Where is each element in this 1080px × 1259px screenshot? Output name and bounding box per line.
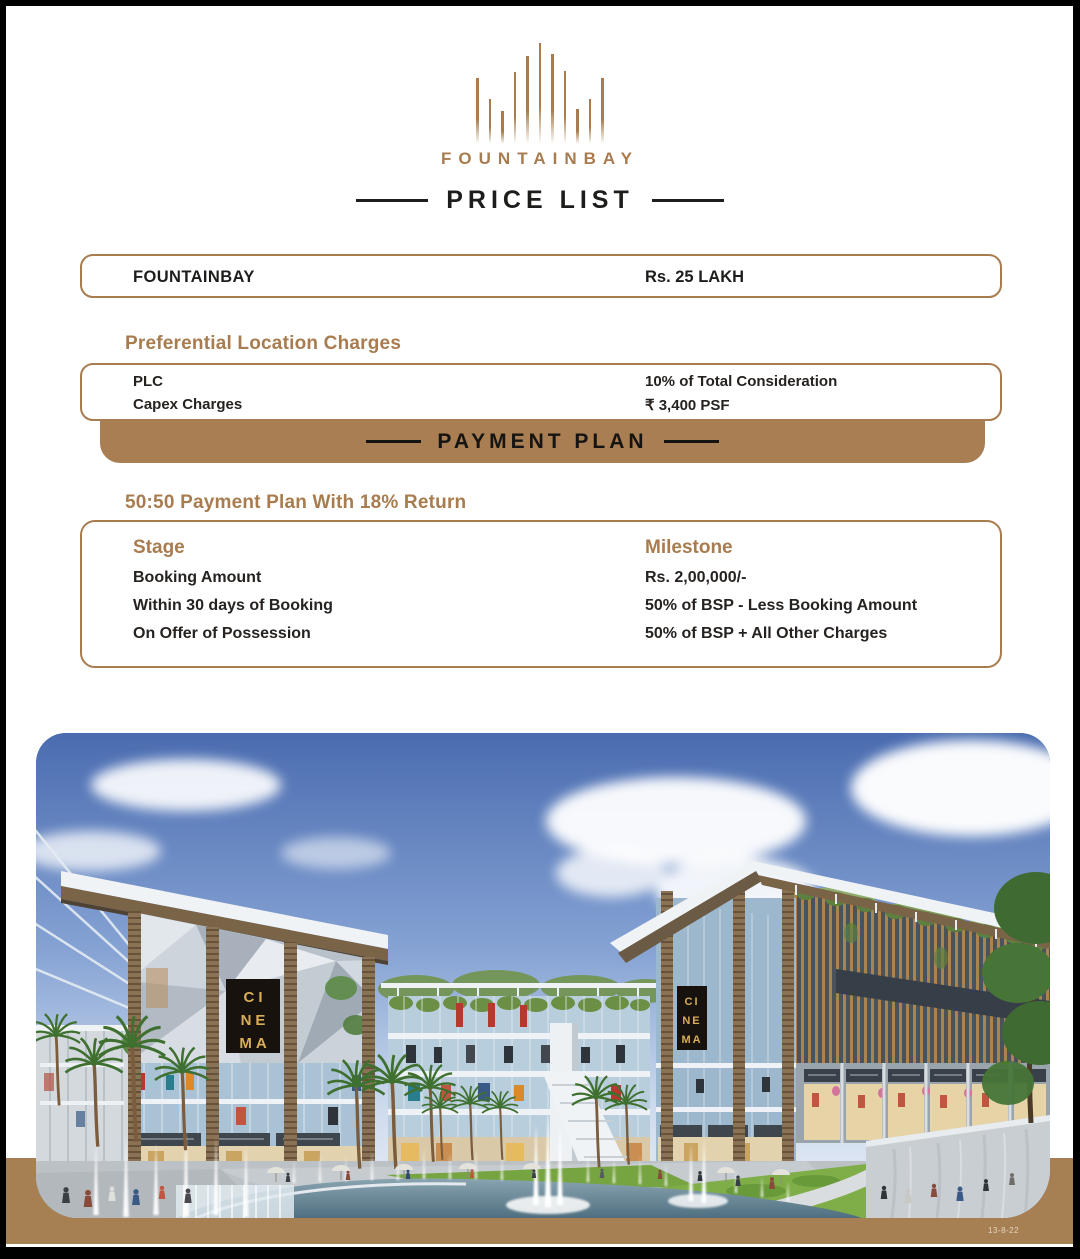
payment-plan-banner bbox=[100, 420, 985, 463]
svg-text:CI: CI bbox=[684, 996, 700, 1008]
banner-right-rule bbox=[664, 440, 719, 443]
capex-row-label: Capex Charges bbox=[133, 396, 243, 413]
plc-row-value: 10% of Total Consideration bbox=[645, 373, 838, 390]
table-row-milestone: 50% of BSP + All Other Charges bbox=[645, 625, 888, 642]
payment-plan-table bbox=[80, 520, 1002, 668]
title-left-rule bbox=[356, 199, 428, 202]
payment-plan-title: PAYMENT PLAN bbox=[437, 429, 648, 453]
brand-name: FOUNTAINBAY bbox=[441, 149, 639, 168]
svg-text:MA: MA bbox=[239, 1035, 271, 1052]
svg-text:MA: MA bbox=[681, 1034, 703, 1046]
table-row-milestone: Rs. 2,00,000/- bbox=[645, 569, 747, 586]
plan-heading: 50:50 Payment Plan With 18% Return bbox=[125, 492, 467, 513]
svg-text:NE: NE bbox=[240, 1012, 270, 1029]
project-name-label: FOUNTAINBAY bbox=[133, 268, 255, 286]
table-row-stage: Within 30 days of Booking bbox=[133, 597, 333, 614]
cinema-sign-right bbox=[677, 986, 707, 1050]
plc-box bbox=[80, 363, 1002, 421]
base-price-value: Rs. 25 LAKH bbox=[645, 268, 745, 286]
base-price-box bbox=[80, 254, 1002, 298]
page-title-row bbox=[0, 186, 1080, 215]
svg-text:NE: NE bbox=[682, 1015, 702, 1027]
table-row-stage: On Offer of Possession bbox=[133, 625, 311, 642]
mall-render-image bbox=[36, 733, 1050, 1218]
stage-column-header: Stage bbox=[133, 537, 185, 558]
table-row-milestone: 50% of BSP - Less Booking Amount bbox=[645, 597, 918, 614]
render-date-code: 13-8-22 bbox=[988, 1226, 1020, 1235]
page-title: PRICE LIST bbox=[446, 186, 634, 214]
waterfall-edge bbox=[176, 1185, 294, 1218]
banner-left-rule bbox=[366, 440, 421, 443]
plc-row-label: PLC bbox=[133, 373, 163, 390]
svg-text:CI: CI bbox=[243, 989, 267, 1006]
plc-heading: Preferential Location Charges bbox=[125, 333, 402, 354]
capex-row-value: ₹ 3,400 PSF bbox=[645, 397, 730, 414]
title-right-rule bbox=[652, 199, 724, 202]
milestone-column-header: Milestone bbox=[645, 537, 733, 558]
table-row-stage: Booking Amount bbox=[133, 569, 262, 586]
cinema-sign-left bbox=[226, 979, 280, 1053]
fountainbay-skyline-logo-icon bbox=[0, 40, 1080, 144]
